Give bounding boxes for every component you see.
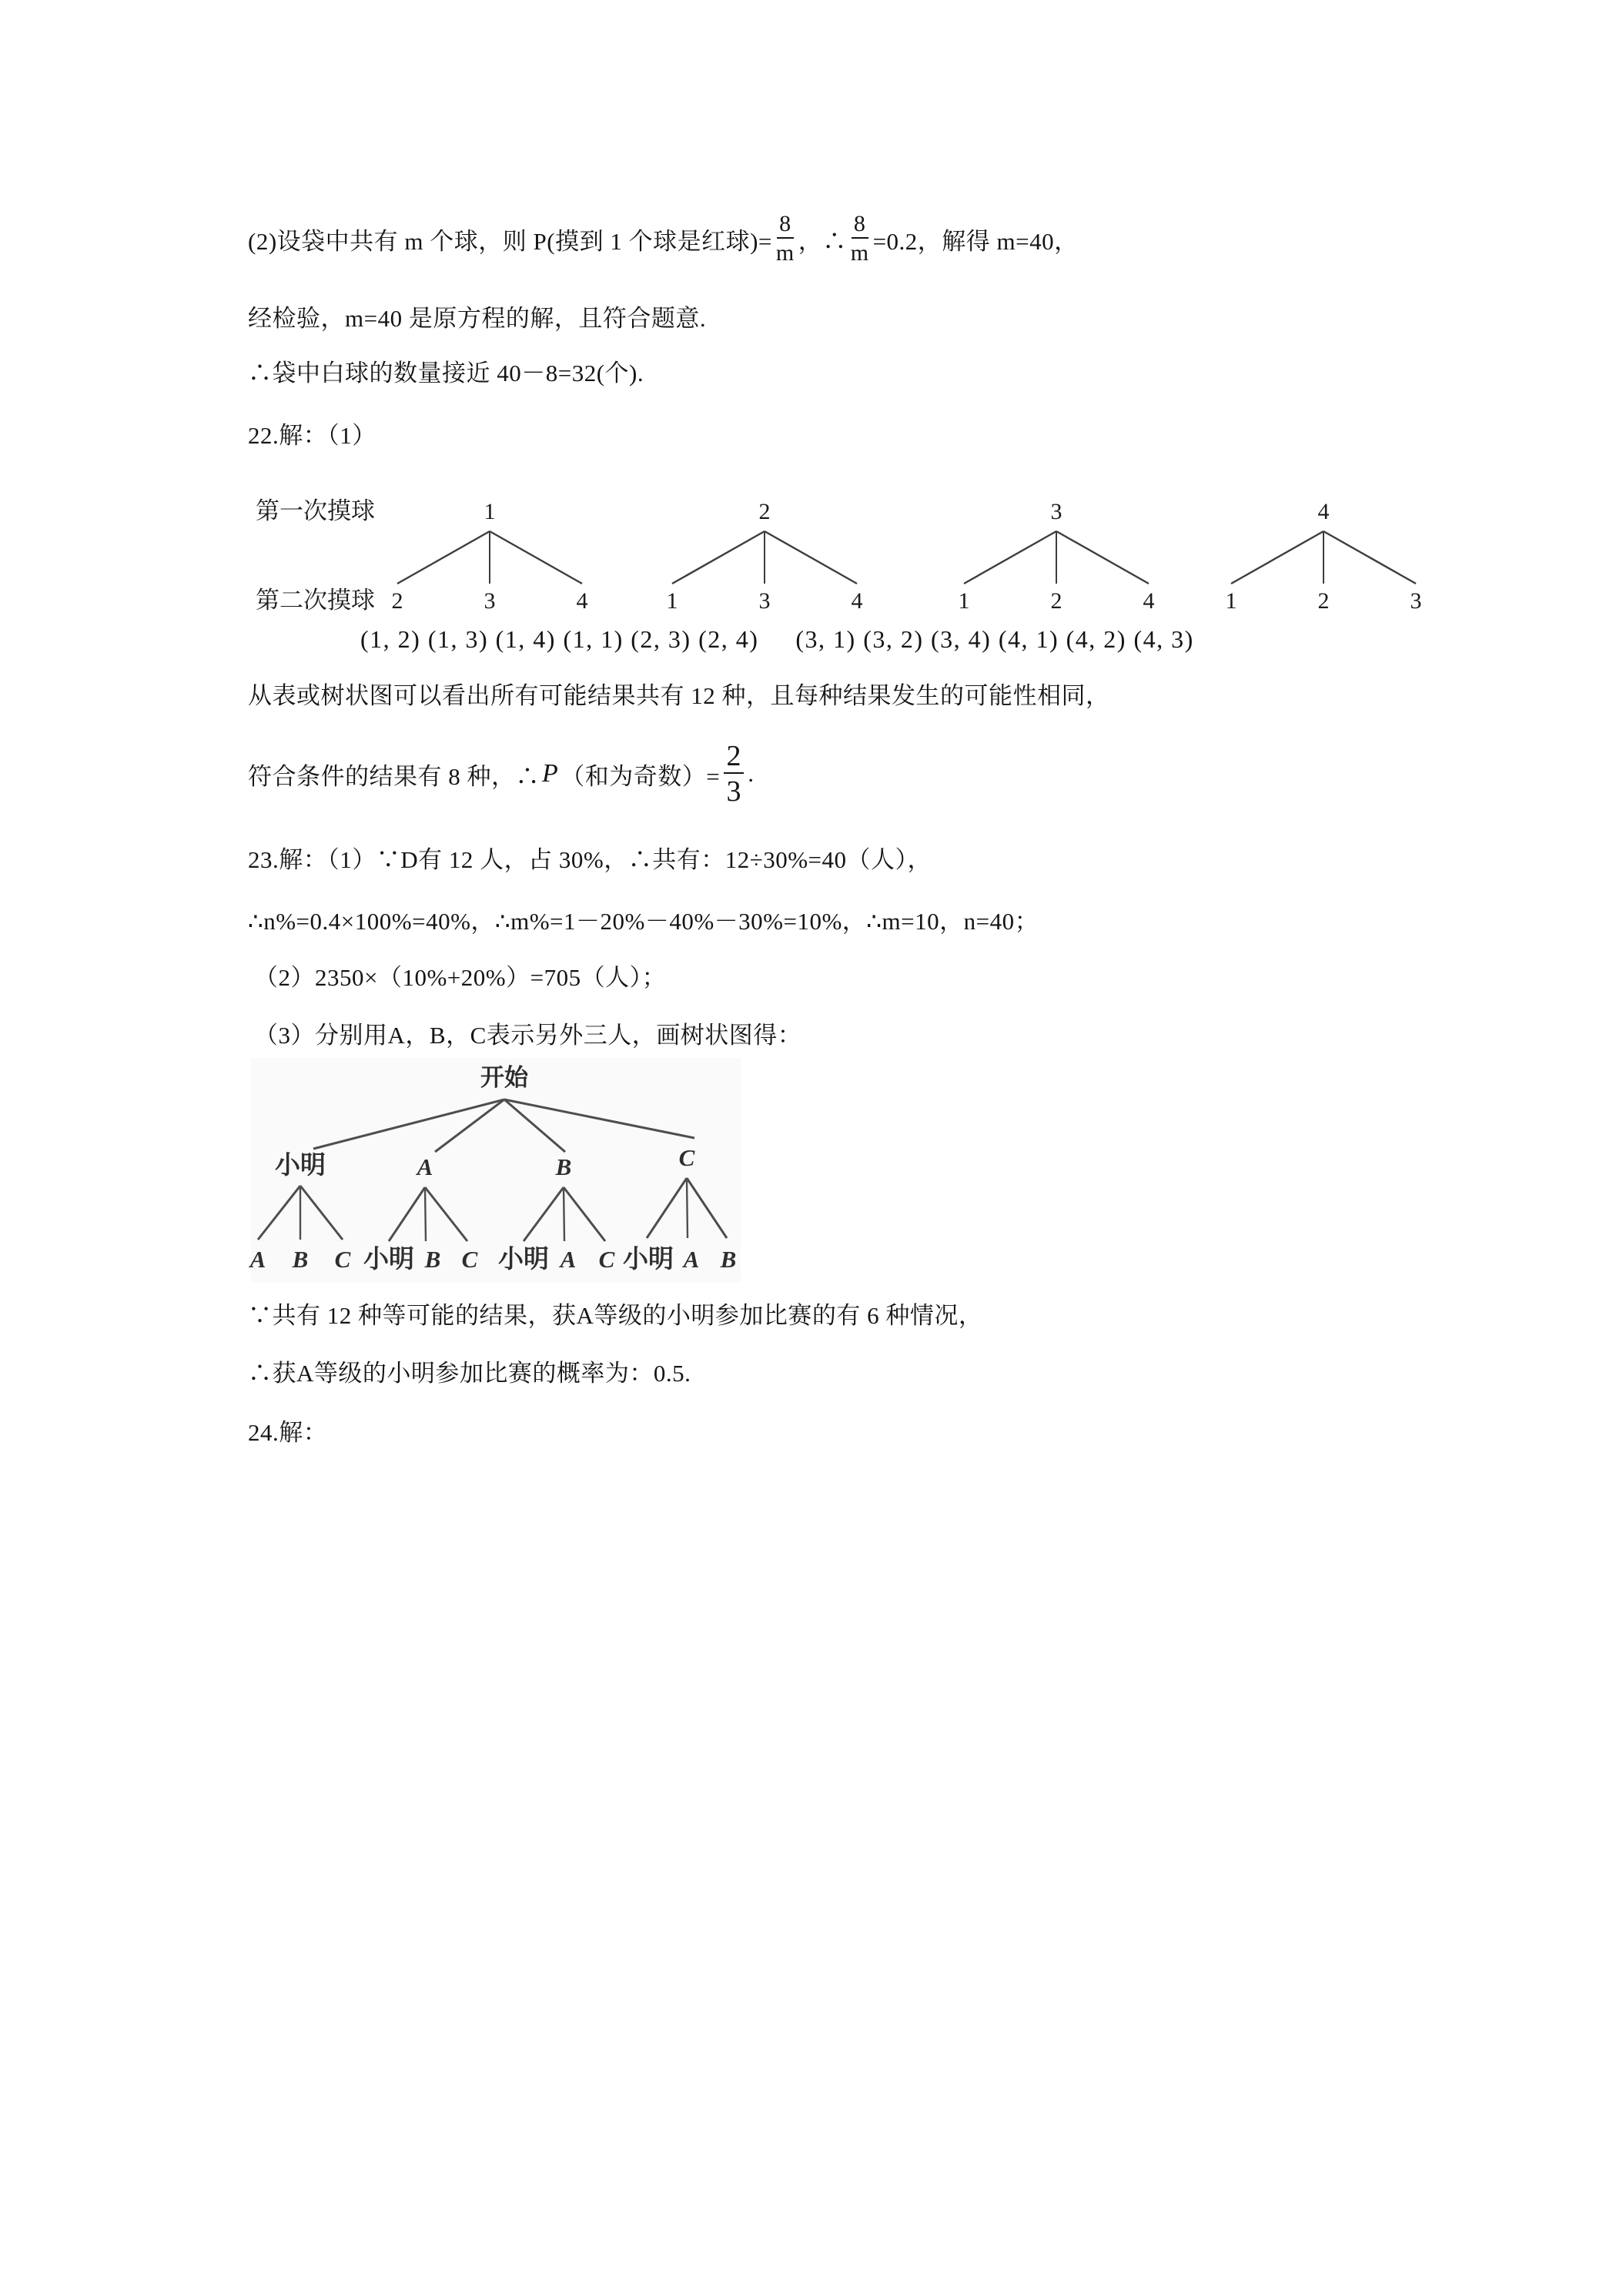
- fraction-numerator: 8: [779, 211, 791, 236]
- tree-leaf-label: C: [598, 1246, 615, 1273]
- fraction: [724, 741, 744, 806]
- tree-node-label: 4: [851, 588, 863, 614]
- solution-line: [248, 194, 1079, 283]
- tree-node-label: 4: [1143, 588, 1155, 614]
- tree-node-label: 2: [1050, 588, 1062, 614]
- tree-node-label: 1: [1225, 588, 1237, 614]
- tree-leaf-label: A: [560, 1246, 577, 1273]
- tree-node-label: 1: [958, 588, 970, 614]
- fraction: [776, 213, 795, 265]
- outcome-pairs-group2: (3, 1) (3, 2) (3, 4) (4, 1) (4, 2) (4, 3): [795, 625, 1194, 653]
- fraction: [851, 213, 869, 265]
- solution-line: ∵共有 12 种等可能的结果，获A等级的小明参加比赛的有 6 种情况，: [248, 1302, 983, 1329]
- tree-leaf-label: B: [720, 1246, 737, 1273]
- equation-text: ，∴: [798, 227, 847, 255]
- solution-line: ∴n%=0.4×100%=40%，∴m%=1－20%－40%－30%=10%，∴m=10，n=40；: [248, 908, 1039, 935]
- probability-symbol: P: [542, 759, 559, 788]
- solution-line: 从表或树状图可以看出所有可能结果共有 12 种，且每种结果发生的可能性相同，: [248, 682, 1110, 709]
- fraction-denominator: 3: [726, 775, 742, 808]
- tree-node-label: 小明: [275, 1152, 326, 1180]
- tree-leaf-label: 小明: [363, 1246, 414, 1274]
- equation-text: 符合条件的结果有 8 种，∴: [248, 762, 540, 790]
- outcome-pairs-group1: (1, 2) (1, 3) (1, 4) (1, 1) (2, 3) (2, 4): [360, 625, 759, 653]
- tree-node-label: C: [678, 1144, 695, 1171]
- tree-node-label: 2: [758, 499, 771, 524]
- solution-line: （3）分别用A，B，C表示另外三人，画树状图得：: [254, 1022, 802, 1049]
- tree-leaf-label: B: [292, 1246, 309, 1273]
- problem-heading: 22.解：（1）: [248, 422, 376, 449]
- tree-node-label: 2: [1317, 588, 1330, 614]
- fraction-numerator: 8: [853, 211, 866, 236]
- solution-line: ∴获A等级的小明参加比赛的概率为：0.5.: [248, 1360, 691, 1387]
- equation-text: =0.2，解得 m=40，: [872, 227, 1079, 255]
- equation-text: (2)设袋中共有 m 个球，则 P(摸到 1 个球是红球)=: [248, 227, 772, 255]
- tree-node-label: A: [417, 1153, 433, 1180]
- tree-root-label: 开始: [480, 1064, 528, 1091]
- tree-node-label: 3: [1410, 588, 1422, 614]
- tree-leaf-label: A: [249, 1246, 266, 1273]
- equation-text: （和为奇数）=: [561, 762, 721, 790]
- solution-line: [248, 735, 755, 812]
- tree-diagram-q23: [248, 1056, 756, 1287]
- tree-leaf-label: B: [424, 1246, 441, 1273]
- solution-line: （2）2350×（10%+20%）=705（人）；: [254, 964, 667, 991]
- tree-leaf-label: 小明: [623, 1246, 674, 1274]
- tree-leaf-label: 小明: [498, 1246, 549, 1274]
- solution-line: 23.解：（1）∵D有 12 人，占 30%，∴共有：12÷30%=40（人），: [248, 846, 932, 873]
- outcome-pairs: [360, 625, 1194, 654]
- tree-node-label: 3: [1050, 499, 1062, 524]
- solution-line: ∴袋中白球的数量接近 40－8=32(个).: [248, 360, 644, 387]
- tree-leaf-label: C: [334, 1246, 351, 1273]
- equation-text: .: [748, 760, 755, 787]
- tree-node-label: 4: [1317, 499, 1330, 524]
- tree-diagram-q22: [254, 474, 1471, 624]
- tree-node-label: 4: [576, 588, 588, 614]
- problem-heading: 24.解：: [248, 1419, 328, 1446]
- tree-row-label: 第一次摸球: [256, 497, 375, 524]
- tree-node-label: 3: [484, 588, 496, 614]
- tree-leaf-label: A: [683, 1246, 700, 1273]
- solution-line: 经检验，m=40 是原方程的解，且符合题意.: [248, 305, 707, 332]
- tree-node-label: 1: [666, 588, 678, 614]
- fraction-denominator: m: [850, 240, 869, 266]
- tree-node-label: 3: [758, 588, 771, 614]
- tree-node-label: 2: [391, 588, 403, 614]
- tree-node-label: B: [555, 1153, 572, 1180]
- fraction-numerator: 2: [726, 740, 742, 772]
- tree-leaf-label: C: [461, 1246, 478, 1273]
- tree-node-label: 1: [484, 499, 496, 524]
- fraction-denominator: m: [775, 240, 795, 266]
- tree-row-label: 第二次摸球: [256, 587, 375, 614]
